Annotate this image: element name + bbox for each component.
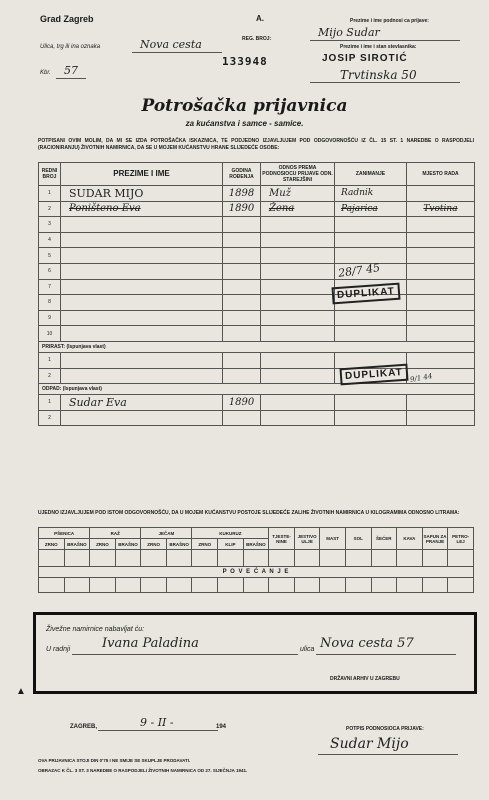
col-header: ODNOS PREMA PODNOSIOCU PRIJAVE ODN. STAREJŠINI — [261, 163, 335, 186]
food-group: JEČAM — [141, 528, 192, 539]
owner-name: JOSIP SIROTIĆ — [322, 53, 408, 64]
persons-table — [38, 162, 475, 426]
food-group: JESTIVO ULJE — [294, 528, 320, 550]
food-group: RAŽ — [90, 528, 141, 539]
signature-label: POTPIS PODNOSIOCA PRIJAVE: — [346, 726, 424, 732]
row-number: 6 — [39, 263, 61, 279]
prirast-header — [39, 341, 475, 352]
duplikat-stamp: DUPLIKAT — [339, 364, 408, 386]
row-number: 2 — [39, 368, 61, 384]
row-year: 1890 — [223, 395, 261, 411]
shop-value: Ivana Paladina — [102, 636, 199, 651]
table-row — [39, 217, 475, 233]
food-group: KAVA — [397, 528, 423, 550]
food-group: TJESTE-NINE — [269, 528, 295, 550]
povecanje-row — [39, 567, 474, 578]
table-row — [39, 248, 475, 264]
applicant-label: Prezime i ime podnosi ca prijave: — [350, 18, 429, 24]
food-sub: BRAŠNO — [64, 539, 90, 550]
shop-box-label: Živežne namirnice nabavljat ću: — [46, 626, 145, 633]
col-header: ZANIMANJE — [335, 163, 407, 186]
archive-stamp: DRŽAVNI ARHIV U ZAGREBU — [330, 676, 400, 682]
row-name: Sudar Eva — [61, 395, 223, 411]
odpad-header — [39, 384, 475, 395]
row-number: 7 — [39, 279, 61, 295]
food-sub: KLIP — [218, 539, 244, 550]
row-place — [407, 186, 475, 202]
row-number: 9 — [39, 310, 61, 326]
price-note: OVA PRIJAVNICA STOJI DIN 0'75 I NE SMIJE SE SKUPLJE PRODAVATI. — [38, 758, 191, 763]
owner-label: Prezime i ime i stan stevlasnika: — [340, 44, 417, 50]
row-number: 1 — [39, 352, 61, 368]
table-row — [39, 295, 475, 311]
shop-label: U radnji — [46, 646, 71, 653]
povecanje-label: P O V E Ć A N J E — [39, 567, 474, 578]
food-values-row — [39, 578, 474, 593]
applicant-value: Mijo Sudar — [318, 26, 380, 39]
table-row — [39, 310, 475, 326]
row-year: 1890 — [223, 201, 261, 217]
food-group: SOL — [345, 528, 371, 550]
row-job: Radnik — [335, 186, 407, 202]
food-sub: BRAŠNO — [243, 539, 269, 550]
table-row — [39, 326, 475, 342]
row-number: 5 — [39, 248, 61, 264]
row-number: 8 — [39, 295, 61, 311]
food-sub: ZRNO — [141, 539, 167, 550]
row-year: 1898 — [223, 186, 261, 202]
declaration-text: UJEDNO IZJAVLJUJEM POD ISTOM ODGOVORNOŠĆU, DA U MOJEM KUĆANSTVU POSTOJE SLIJEDEĆE ZALIHE ŽIVOTNIH NAMIRNICA U KILOGRAMIMA ODNOSNO LITRAMA: — [38, 510, 460, 516]
annotation-date: 28/7 45 — [337, 261, 381, 280]
owner-address: Trvtinska 50 — [340, 68, 417, 82]
row-relation: Žena — [261, 201, 335, 217]
table-row — [39, 232, 475, 248]
row-number: 10 — [39, 326, 61, 342]
kbr-value: 57 — [64, 64, 78, 77]
food-group: PETRO-LEJ — [448, 528, 474, 550]
row-job: Pajarica — [335, 201, 407, 217]
year-suffix: 194 — [216, 724, 227, 730]
margin-arrow-icon: ▲ — [16, 686, 26, 697]
odpad-label: ODPAD: (Ispunjava vlast) — [39, 384, 475, 395]
shop-box — [33, 612, 477, 694]
place-label: ZAGREB, — [70, 724, 97, 730]
table-row — [39, 201, 475, 217]
table-header — [39, 163, 475, 186]
intro-text: POTPISANI OVIM MOLIM, DA MI SE IZDA POTROŠAČKA ISKAZNICA, TE PODJEDNO IZJAVLJUJEM POD ODGOVORNOŠĆU IZ ČL. 15 ST. 1 NAREDBE O RASPODJELI (RACIONIRANJU) ŽIVOTNIH NAMIRNICA, DA SE U MOJEM KUĆANSTVU HRANE SLIJEDEĆE OSOBE: — [38, 138, 474, 151]
reg-number: 133948 — [222, 55, 268, 68]
row-number: 2 — [39, 201, 61, 217]
form-title: Potrošačka prijavnica — [141, 96, 348, 116]
food-group: MAST — [320, 528, 346, 550]
regulation-note: OBRAZAC K ČL. 3 ST. 3 NAREDBE O RASPODJELI ŽIVOTNIH NAMIRNICA OD 27. SIJEČNJA 1941. — [38, 768, 248, 773]
date-value: 9 - II - — [140, 716, 174, 729]
duplikat-stamp: DUPLIKAT — [331, 283, 400, 305]
street-value: Nova cesta 57 — [320, 636, 414, 651]
table-row — [39, 279, 475, 295]
street-label: ulica — [300, 646, 315, 653]
prirast-label: PRIRAST: (Ispunjava vlast) — [39, 341, 475, 352]
table-row — [39, 395, 475, 411]
signature-value: Sudar Mijo — [330, 736, 409, 752]
row-place: Tvotina — [407, 201, 475, 217]
food-sub: BRAŠNO — [115, 539, 141, 550]
food-group: KUKURUZ — [192, 528, 269, 539]
office-name: Grad Zagreb — [40, 14, 94, 24]
row-number: 1 — [39, 186, 61, 202]
address-label: Ulica, trg ili ina oznaka — [40, 44, 101, 50]
col-header: MJESTO RADA — [407, 163, 475, 186]
col-header: REDNI BROJ — [39, 163, 61, 186]
kbr-label: Kbr. — [40, 70, 51, 76]
reg-label: REG. BROJ: — [242, 36, 272, 42]
row-name: Poništeno Eva — [61, 201, 223, 217]
annotation-date: 9/1 44 — [409, 372, 433, 384]
food-group: SAPUN ZA PRANJE — [422, 528, 448, 550]
row-number: 4 — [39, 232, 61, 248]
table-row — [39, 410, 475, 426]
food-sub: ZRNO — [90, 539, 116, 550]
table-row — [39, 263, 475, 279]
food-group: PŠENICA — [39, 528, 90, 539]
row-number: 1 — [39, 395, 61, 411]
food-sub: BRAŠNO — [166, 539, 192, 550]
table-row — [39, 186, 475, 202]
col-header: PREZIME I IME — [61, 163, 223, 186]
food-sub: ZRNO — [192, 539, 218, 550]
letter-a: A. — [256, 14, 264, 23]
table-row — [39, 352, 475, 368]
food-supplies-table — [38, 527, 474, 593]
row-number: 3 — [39, 217, 61, 233]
form-subtitle: za kućanstva i samce - samice. — [185, 119, 304, 128]
row-number: 2 — [39, 410, 61, 426]
food-groups-row — [39, 528, 474, 539]
col-header: GODINA ROĐENJA — [223, 163, 261, 186]
address-value: Nova cesta — [140, 38, 202, 51]
food-group: ŠEĆER — [371, 528, 397, 550]
food-sub: ZRNO — [39, 539, 65, 550]
row-name: SUDAR MIJO — [61, 186, 223, 202]
food-values-row — [39, 550, 474, 567]
row-relation: Muž — [261, 186, 335, 202]
